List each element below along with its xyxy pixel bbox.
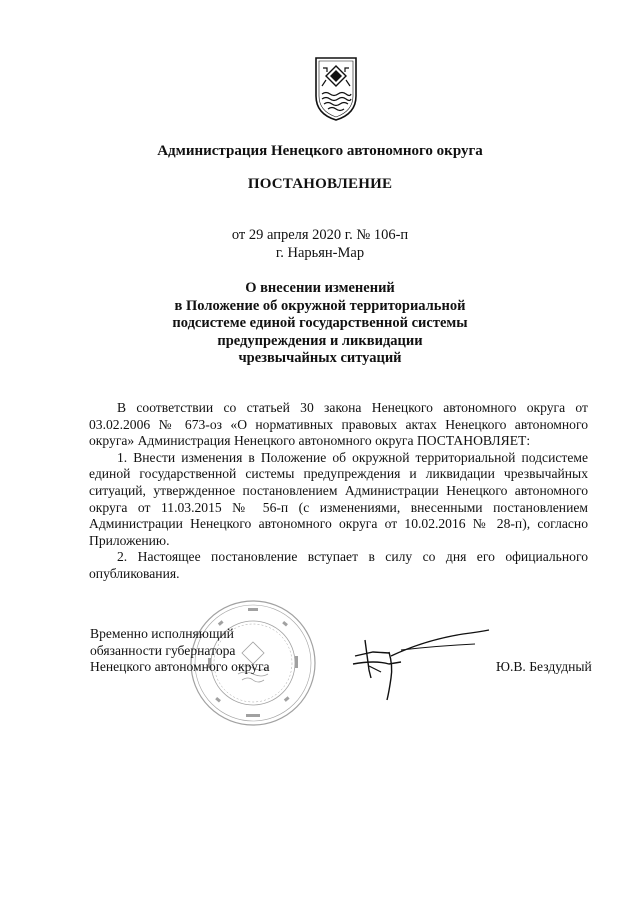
nenets-coat-of-arms-icon <box>313 56 359 122</box>
document-city: г. Нарьян-Мар <box>275 245 365 261</box>
signatory-position-line: Ненецкого автономного округа <box>90 659 270 675</box>
body-paragraph: 2. Настоящее постановление вступает в силу со дня его официального опубликования. <box>89 549 588 581</box>
body-paragraph: В соответствии со статьей 30 закона Ненецкого автономного округа от 03.02.2006 № 673-оз «О нормативных правовых актах Ненецкого автономного округа» Администрация Ненецкого автономного округа ПОСТАНОВЛЯЕТ: <box>89 400 588 449</box>
signatory-position-line: Временно исполняющий <box>90 626 234 641</box>
subject-line: О внесении изменений <box>245 280 395 296</box>
subject-line: подсистеме единой государственной системы <box>172 315 468 332</box>
document-date-number: от 29 апреля 2020 г. № 106-п <box>231 227 409 243</box>
subject-line: чрезвычайных ситуаций <box>238 350 402 367</box>
subject-line: предупреждения и ликвидации <box>217 332 423 349</box>
body-paragraph: 1. Внести изменения в Положение об окружной территориальной подсистеме единой государственной системы предупреждения и ликвидации чрезвычайных ситуаций, утвержденное постановлением Администрации Ненецкого автономного округа от 11.03.2015 № 56-п (с изменениями, внесенными постановлением Администрации Ненецкого автономного округа от 10.02.2016 № 28-п), согласно Приложению. <box>89 449 588 548</box>
document-body <box>89 400 588 583</box>
signatory-position-line: обязанности губернатора <box>90 642 236 658</box>
document-type: ПОСТАНОВЛЕНИЕ <box>247 176 393 192</box>
organization-title: Администрация Ненецкого автономного округа <box>157 143 483 159</box>
signer-name: Ю.В. Бездудный <box>496 659 592 674</box>
document-subject <box>0 280 640 368</box>
signatory-position <box>90 626 270 676</box>
subject-line: в Положение об окружной территориальной <box>174 297 466 314</box>
handwritten-signature-icon <box>345 626 495 706</box>
